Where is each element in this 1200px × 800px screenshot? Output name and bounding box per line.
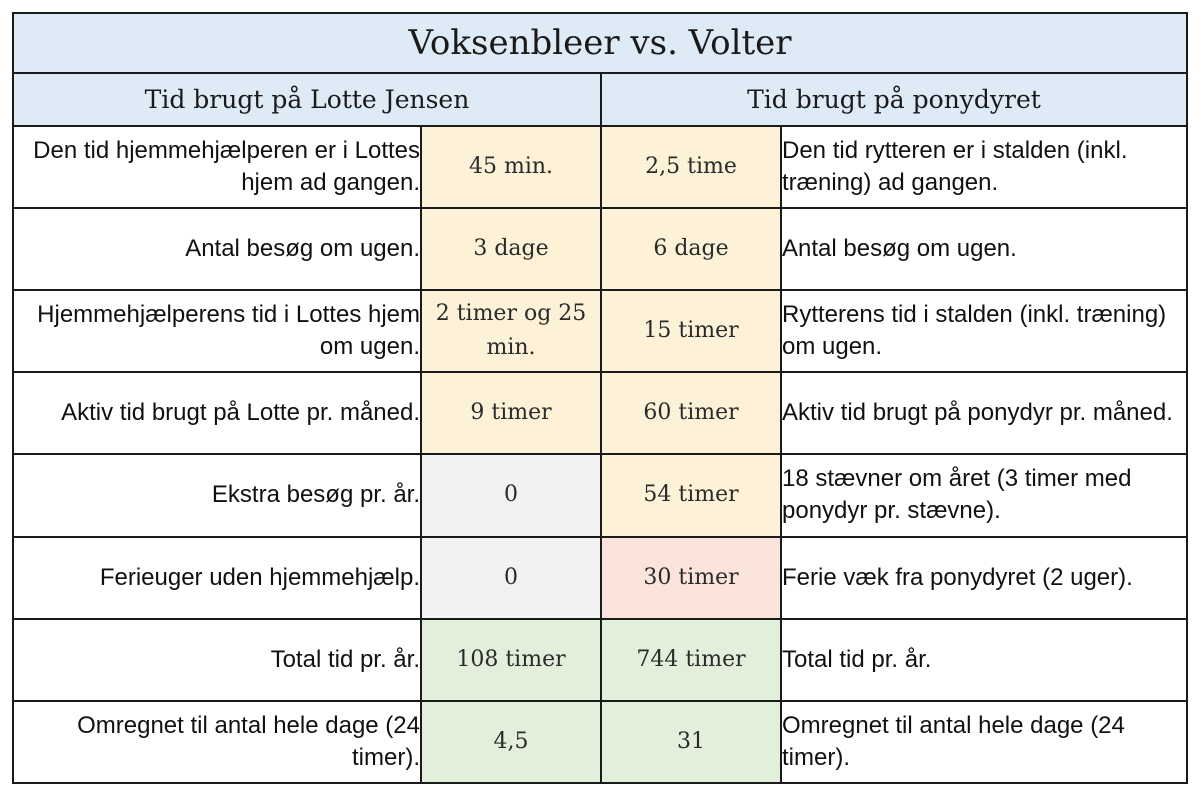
right-value: 30 timer	[601, 537, 781, 619]
right-value: 2,5 time	[601, 126, 781, 208]
table-row	[13, 454, 1187, 536]
left-value: 2 timer og 25 min.	[421, 290, 601, 372]
table-title: Voksenbleer vs. Volter	[13, 13, 1187, 73]
left-description: Antal besøg om ugen.	[13, 208, 421, 290]
header-right: Tid brugt på ponydyret	[601, 73, 1187, 126]
right-description: Omregnet til antal hele dage (24 timer).	[781, 701, 1187, 783]
left-value: 108 timer	[421, 619, 601, 701]
table-row	[13, 537, 1187, 619]
right-description: Ferie væk fra ponydyret (2 uger).	[781, 537, 1187, 619]
left-value: 9 timer	[421, 372, 601, 454]
right-description: Aktiv tid brugt på ponydyr pr. måned.	[781, 372, 1187, 454]
comparison-table	[12, 12, 1188, 784]
right-value: 744 timer	[601, 619, 781, 701]
right-value: 31	[601, 701, 781, 783]
title-row	[13, 13, 1187, 73]
left-description: Aktiv tid brugt på Lotte pr. måned.	[13, 372, 421, 454]
left-description: Omregnet til antal hele dage (24 timer).	[13, 701, 421, 783]
table-row	[13, 619, 1187, 701]
left-description: Den tid hjemmehjælperen er i Lottes hjem ad gangen.	[13, 126, 421, 208]
table-row	[13, 126, 1187, 208]
left-description: Ekstra besøg pr. år.	[13, 454, 421, 536]
right-value: 54 timer	[601, 454, 781, 536]
left-description: Total tid pr. år.	[13, 619, 421, 701]
left-value: 0	[421, 537, 601, 619]
left-value: 45 min.	[421, 126, 601, 208]
table-row	[13, 372, 1187, 454]
right-description: 18 stævner om året (3 timer med ponydyr pr. stævne).	[781, 454, 1187, 536]
left-value: 4,5	[421, 701, 601, 783]
header-row	[13, 73, 1187, 126]
left-description: Hjemmehjælperens tid i Lottes hjem om ugen.	[13, 290, 421, 372]
left-description: Ferieuger uden hjemmehjælp.	[13, 537, 421, 619]
left-value: 0	[421, 454, 601, 536]
right-description: Total tid pr. år.	[781, 619, 1187, 701]
table-row	[13, 290, 1187, 372]
right-value: 15 timer	[601, 290, 781, 372]
left-value: 3 dage	[421, 208, 601, 290]
table-row	[13, 701, 1187, 783]
right-description: Den tid rytteren er i stalden (inkl. træning) ad gangen.	[781, 126, 1187, 208]
right-value: 6 dage	[601, 208, 781, 290]
table-row	[13, 208, 1187, 290]
right-value: 60 timer	[601, 372, 781, 454]
header-left: Tid brugt på Lotte Jensen	[13, 73, 601, 126]
right-description: Rytterens tid i stalden (inkl. træning) om ugen.	[781, 290, 1187, 372]
right-description: Antal besøg om ugen.	[781, 208, 1187, 290]
